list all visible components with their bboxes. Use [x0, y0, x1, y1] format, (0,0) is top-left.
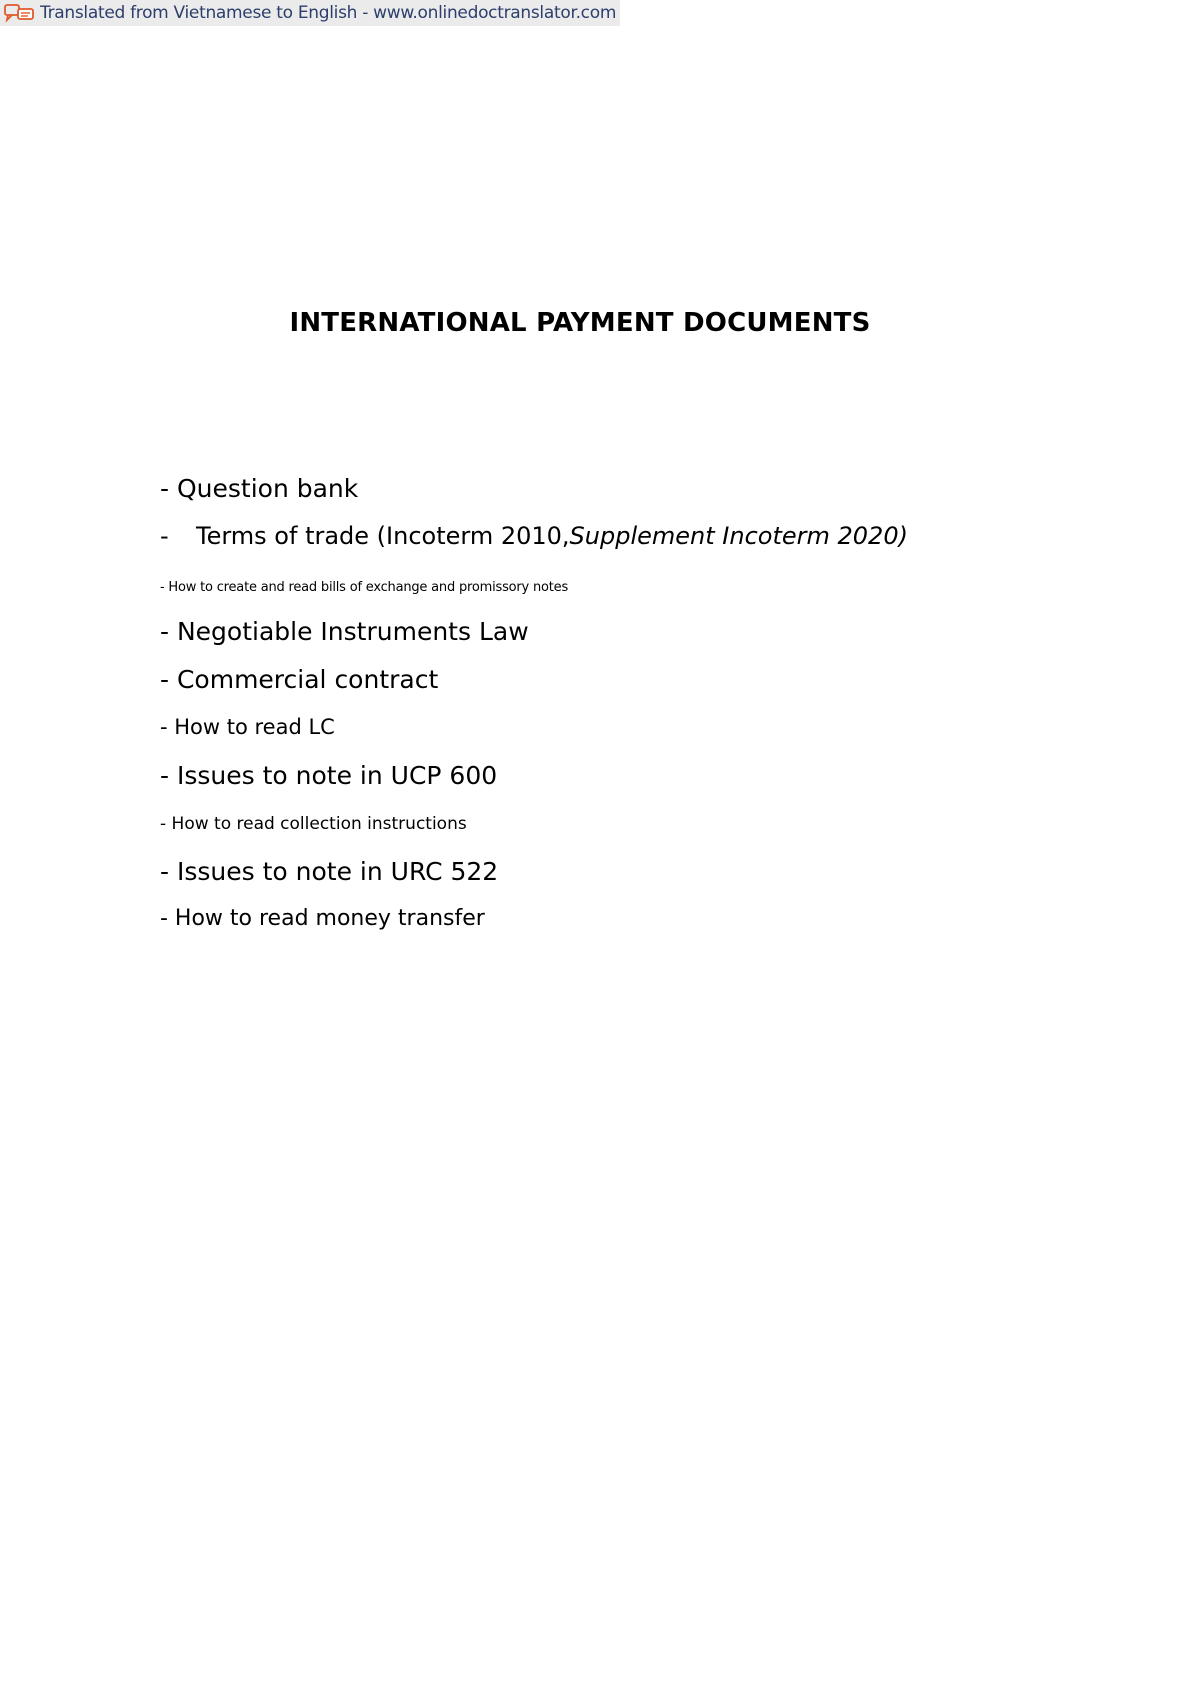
list-item: - How to create and read bills of exchange and promissory notes — [160, 580, 569, 595]
list-item: - Negotiable Instruments Law — [160, 617, 529, 646]
list-item: - Issues to note in UCP 600 — [160, 761, 498, 790]
list-item: - How to read money transfer — [160, 906, 485, 931]
list-item: - How to read LC — [160, 715, 335, 739]
list-item: - Issues to note in URC 522 — [160, 857, 499, 886]
translate-bubble-icon — [4, 3, 36, 23]
list-item: - Terms of trade (Incoterm 2010,Supplement Incoterm 2020) — [160, 522, 908, 550]
list-item: - Commercial contract — [160, 665, 439, 694]
list-item: - How to read collection instructions — [160, 814, 467, 834]
banner-text: Translated from Vietnamese to English - www.onlinedoctranslator.com — [40, 3, 617, 23]
list-item: - Question bank — [160, 474, 359, 503]
translator-banner[interactable] — [0, 0, 620, 26]
document-title: INTERNATIONAL PAYMENT DOCUMENTS — [289, 308, 871, 338]
